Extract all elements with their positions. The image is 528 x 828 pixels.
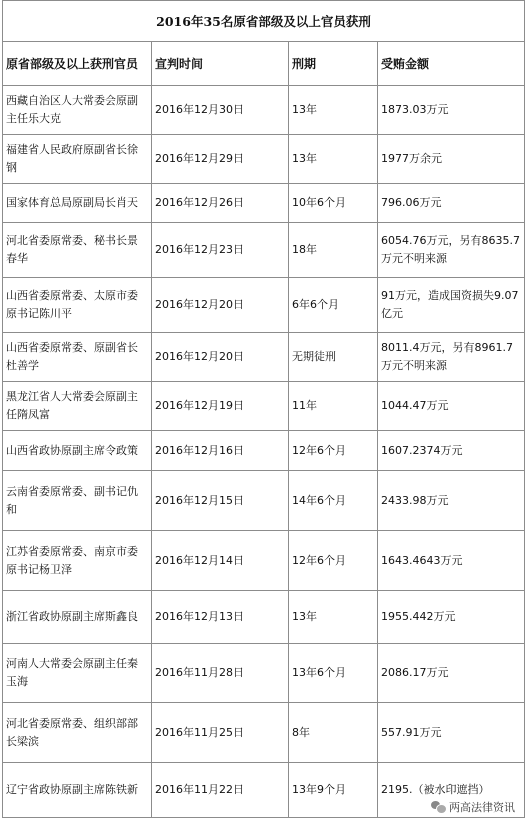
wechat-icon: [431, 801, 445, 813]
amount-cell: 91万元，造成国资损失9.07亿元: [381, 289, 519, 320]
table-row: [2, 223, 525, 278]
official-cell: 江苏省委原常委、南京市委原书记杨卫泽: [3, 531, 152, 590]
official-cell: 河北省委原常委、秘书长景春华: [3, 223, 152, 277]
sentence-cell: 11年: [289, 382, 378, 430]
sentence-cell: 无期徒刑: [289, 333, 378, 381]
watermark-text: 两高法律资讯: [449, 801, 515, 814]
table-row: [2, 431, 525, 471]
date-cell: 2016年12月26日: [152, 184, 289, 222]
date-cell: 2016年11月22日: [152, 763, 289, 817]
table-title: 2016年35名原省部级及以上官员获刑: [2, 0, 525, 42]
amount-cell: 1873.03万元: [381, 103, 449, 116]
sentence-cell: 12年6个月: [289, 431, 378, 470]
date-cell: 2016年12月14日: [152, 531, 289, 590]
table-row: [2, 333, 525, 382]
sentence-cell: 8年: [289, 703, 378, 762]
date-cell: 2016年12月30日: [152, 86, 289, 134]
amount-cell: 6054.76万元，另有8635.7万元不明来源: [381, 234, 520, 265]
official-cell: 国家体育总局原副局长肖天: [3, 184, 152, 222]
watermark: [428, 798, 518, 816]
date-cell: 2016年12月19日: [152, 382, 289, 430]
date-cell: 2016年12月23日: [152, 223, 289, 277]
table-row: [2, 86, 525, 135]
date-cell: 2016年11月25日: [152, 703, 289, 762]
sentence-cell: 13年: [289, 86, 378, 134]
official-cell: 山西省委原常委、太原市委原书记陈川平: [3, 278, 152, 332]
sentence-cell: 18年: [289, 223, 378, 277]
official-cell: 云南省委原常委、副书记仇和: [3, 471, 152, 530]
date-cell: 2016年12月15日: [152, 471, 289, 530]
table-row: [2, 184, 525, 223]
amount-cell: 2086.17万元: [381, 666, 449, 679]
table-row: [2, 703, 525, 763]
table-row: [2, 278, 525, 333]
amount-cell: 1643.4643万元: [381, 553, 463, 567]
sentence-cell: 13年: [289, 591, 378, 643]
table-row: [2, 471, 525, 531]
official-cell: 黑龙江省人大常委会原副主任隋凤富: [3, 382, 152, 430]
sentence-cell: 14年6个月: [289, 471, 378, 530]
table-row: [2, 531, 525, 591]
official-cell: 河南人大常委会原副主任秦玉海: [3, 644, 152, 702]
amount-cell: 1044.47万元: [381, 399, 449, 412]
amount-cell: 1607.2374万元: [381, 443, 463, 457]
amount-cell: 1955.442万元: [381, 610, 456, 623]
header-sentence: 刑期: [289, 42, 378, 85]
sentence-cell: 13年6个月: [289, 644, 378, 702]
sentencing-table: [2, 0, 525, 818]
date-cell: 2016年12月29日: [152, 135, 289, 183]
amount-cell: 557.91万元: [381, 725, 442, 739]
table-row: [2, 135, 525, 184]
official-cell: 山西省政协原副主席令政策: [3, 431, 152, 470]
sentence-cell: 13年: [289, 135, 378, 183]
header-date: 宣判时间: [152, 42, 289, 85]
amount-cell: 796.06万元: [381, 196, 442, 209]
date-cell: 2016年12月20日: [152, 278, 289, 332]
date-cell: 2016年12月16日: [152, 431, 289, 470]
sentence-cell: 6年6个月: [289, 278, 378, 332]
official-cell: 山西省委原常委、原副省长杜善学: [3, 333, 152, 381]
amount-cell: 2195.（被水印遮挡）: [381, 783, 490, 796]
table-row: [2, 591, 525, 644]
header-row: [2, 42, 525, 86]
date-cell: 2016年12月13日: [152, 591, 289, 643]
sentence-cell: 12年6个月: [289, 531, 378, 590]
sentence-cell: 13年9个月: [289, 763, 378, 817]
header-official: 原省部级及以上获刑官员: [3, 42, 152, 85]
date-cell: 2016年11月28日: [152, 644, 289, 702]
amount-cell: 2433.98万元: [381, 493, 449, 507]
official-cell: 河北省委原常委、组织部部长梁滨: [3, 703, 152, 762]
official-cell: 福建省人民政府原副省长徐钢: [3, 135, 152, 183]
header-amount: 受贿金额: [381, 56, 430, 71]
amount-cell: 8011.4万元，另有8961.7万元不明来源: [381, 341, 513, 372]
amount-cell: 1977万余元: [381, 152, 442, 165]
sentence-cell: 10年6个月: [289, 184, 378, 222]
table-row: [2, 382, 525, 431]
table-row: [2, 644, 525, 703]
official-cell: 辽宁省政协原副主席陈铁新: [3, 763, 152, 817]
date-cell: 2016年12月20日: [152, 333, 289, 381]
official-cell: 浙江省政协原副主席斯鑫良: [3, 591, 152, 643]
official-cell: 西藏自治区人大常委会原副主任乐大克: [3, 86, 152, 134]
